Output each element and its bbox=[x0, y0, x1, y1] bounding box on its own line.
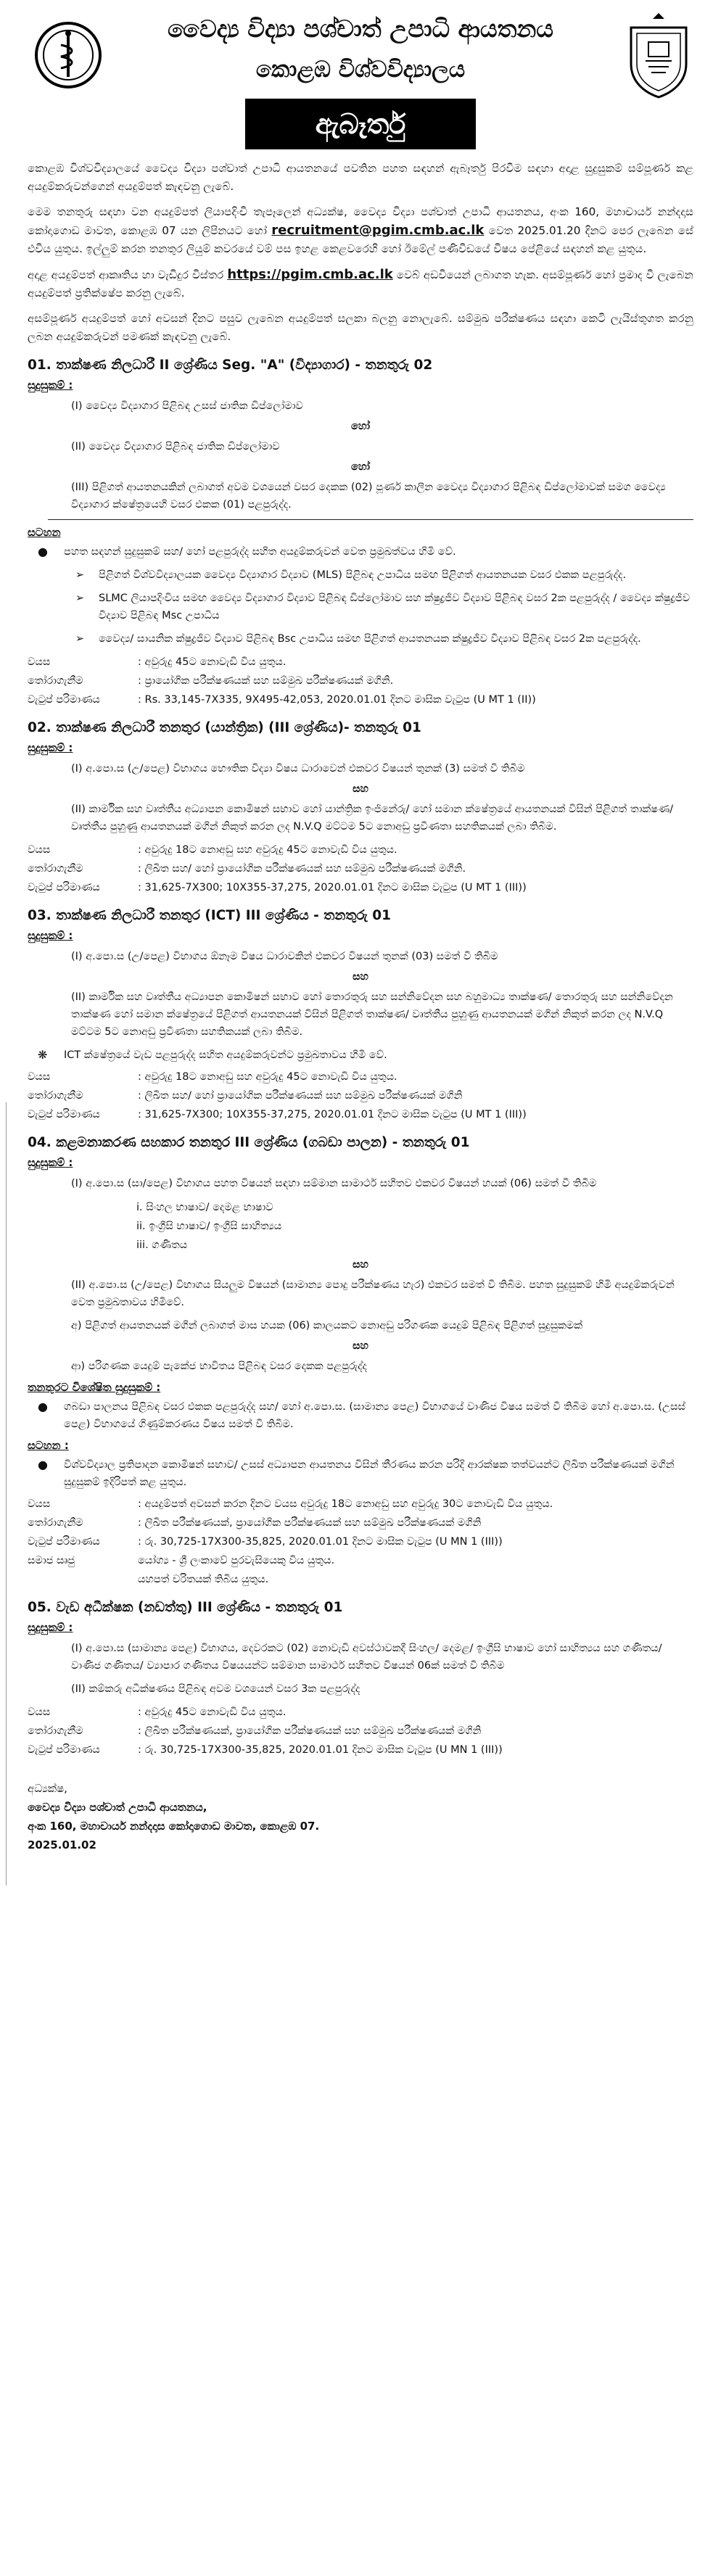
website-link[interactable]: https://pgim.cmb.ac.lk bbox=[227, 267, 393, 282]
qualifications-label: සුදුසුකම් : bbox=[28, 1156, 73, 1169]
subject-item: iii. ගණිතය bbox=[136, 1239, 188, 1251]
qualifications-label: සුදුසුකම් : bbox=[28, 929, 73, 942]
qualification-item: (II) වෛද්‍ය විද්‍යාගාර පිළිබඳ ජාතික ඩිප්ලෝමාව bbox=[71, 441, 280, 453]
note-bullet: ● පහත සඳහන් සුදුසුකම් සහ/ හෝ පළපුරුද්ද සහිත අයදුම්කරුවන් වෙත ප්‍රමුඛත්වය හිමි වේ. bbox=[28, 543, 693, 561]
vacancy-section bbox=[28, 908, 693, 1123]
info-row: තෝරාගැනීම : ලිඛිත පරීක්ෂණයක්, ප්‍රායෝගික පරීක්ෂණයක් සහ සම්මුඛ පරීක්ෂණයක් මගිනි bbox=[28, 1517, 482, 1529]
vacancy-title: 01. තාක්ෂණ නිලධාරී II ශ්‍රේණිය Seg. "A" (විද්‍යාගාර) - තනතුරු 02 bbox=[28, 358, 433, 373]
university-crest bbox=[624, 13, 693, 100]
intro-paragraph: අදාළ අයදුම්පත් ආකෘතිය හා වැඩිදුර විස්තර https://pgim.cmb.ac.lk වෙබ් අඩවියෙන් ලබාගත හැක. අසම්පූර්ණ හෝ ප්‍රමාද වී ලැබෙන අයදුම්පත් ප්‍රතික්ෂේප කරනු ලැබේ. bbox=[28, 267, 694, 300]
info-row: තෝරාගැනීම : ප්‍රායෝගික පරීක්ෂණයක් සහ සම්මුඛ පරීක්ෂණයක් මගිනි. bbox=[28, 675, 394, 687]
qualifications-label: සුදුසුකම් : bbox=[28, 379, 73, 392]
qualification-item: (II) අ.පො.ස (උ/පෙළ) විභාගය සියලුම විෂයන් (සාමාන්‍ය පොදු පරීක්ෂණය හැර) එකවර සමත් වී තිබීම. පහත සුදුසුකම් හිමි අයදුම්කරුවන් වෙත ප්‍රමුඛතාවය හිමිවේ. bbox=[71, 1279, 675, 1308]
bullet-icon: ● bbox=[38, 545, 48, 558]
special-qualification: ● ගබඩා පාලනය පිළිබඳ වසර එකක පළපුරුද්ද සහ/ හෝ අ.පො.ස. (සාමාන්‍ය පෙළ) විභාගයේ වාණිජ විෂය සමත් වී තිබීම හෝ අ.පො.ස. (උසස් පෙළ) විභාගයේ ගිණුම්කරණය විෂය සමත් වී තිබීම. bbox=[28, 1398, 693, 1433]
star-icon: ❋ bbox=[38, 1048, 48, 1062]
vacancy-section bbox=[28, 1135, 693, 1588]
qualification-item: (I) අ.පො.ස (උ/පෙළ) විභාගය ඕනෑම විෂය ධාරාවකින් එකවර විෂයන් තුනක් (03) සමත් වී තිබීම bbox=[71, 951, 498, 962]
arrow-icon: ➢ bbox=[75, 569, 85, 581]
qualification-item: (II) කාර්මික සහ වෘත්තීය අධ්‍යාපන කොමිෂන් සභාව හෝ තොරතුරු සහ සන්නිවේදන සහ බහුමාධ්‍ය තාක්ෂණ/ තොරතුරු සහ සන්නිවේදන තාක්ෂණ හෝ සමාන ක්ෂේත්‍රයේ පිළිගත් ආයතනයක් විසින් පිළිගත් තාක්ෂණ/ වෘත්තීය පුහුණු ආයතනයක් මගින් නිකුත් කරන ලද N.V.Q මට්ටම 5ට නොඅඩු ප්‍රවීණතා සහතිකයක් ලබා තිබීම. bbox=[71, 991, 673, 1038]
vacancy-title: 05. වැඩ අධීක්ෂක (නඩත්තු) III ශ්‍රේණිය - තනතුරු 01 bbox=[28, 1600, 343, 1615]
info-row: වයස : අවුරුදු 45ට නොවැඩි විය යුතුය. bbox=[28, 656, 287, 668]
qualification-item: අ) පිළිගත් ආයතනයක් මගින් ලබාගත් මාස හයක (06) කාලයකට නොඅඩු පරිගණක යෙදුම් පිළිබඳ පිළිගත් සුදුසුකමක් bbox=[71, 1320, 583, 1332]
info-row: තෝරාගැනීම : ලිඛිත සහ/ හෝ ප්‍රායෝගික පරීක්ෂණයක් සහ සම්මුඛ පරීක්ෂණයක් මගිනි. bbox=[28, 863, 466, 875]
qualification-item: (I) වෛද්‍ය විද්‍යාගාර පිළිබඳ උසස් ජාතික ඩිප්ලෝමාව bbox=[71, 400, 303, 412]
university-title: කොළඹ විශ්වවිද්‍යාලය bbox=[255, 57, 466, 83]
vacancy-title: 03. තාක්ෂණ නිලධාරී තනතුර (ICT) III ශ්‍රේණිය - තනතුරු 01 bbox=[28, 908, 392, 923]
qualification-item: (II) කම්කරු අධීක්ෂණය පිළිබඳ අවම වශයෙන් වසර 3ක පළපුරුද්ද bbox=[71, 1683, 360, 1695]
issue-date: 2025.01.02 bbox=[28, 1838, 96, 1852]
and-separator: සහ bbox=[353, 1259, 368, 1271]
margin-line bbox=[6, 1102, 7, 1886]
arrow-icon: ➢ bbox=[75, 593, 85, 604]
intro-paragraph: මෙම තනතුරු සඳහා වන අයදුම්පත් ලියාපදිංචි තැපෑලෙන් අධ්‍යක්ෂ, වෛද්‍ය විද්‍යා පශ්චාත් උපාධි ආයතනය, අංක 160, මහාචාර්ය නන්දදාස කෝදාගොඩ මාවත, කොළඹ 07 යන ලිපිනයට හෝ recruitment@pgim.cmb.ac.lk වෙත 2025.01.20 දිනට පෙර ලැබෙන සේ එවිය යුතුය. ඉල්ලුම් කරන තනතුර ලියුම් කවරයේ වම් පස ඉහළ කෙළවරෙහි හෝ ඊමේල් පණිවිඩයේ විෂය පේළියේ සඳහන් කළ යුතුය. bbox=[28, 205, 693, 255]
info-row: වැටුප් පරිමාණය : 31,625-7X300; 10X355-37,275, 2020.01.01 දිනට මාසික වැටුප (U MT 1 (III)) bbox=[28, 882, 527, 893]
note-item: ➢ වෛද්‍ය/ සායනික ක්ෂුද්‍රජීව විද්‍යාව පිළිබඳ Bsc උපාධිය සමඟ පිළිගත් ආයතනයක ක්ෂුද්‍රජීව විද්‍යාව පිළිබඳ වසර 2ක පළපුරුද්ද. bbox=[28, 630, 693, 648]
vacancy-title: 02. තාක්ෂණ නිලධාරී තනතුර (යාන්ත්‍රික) (III ශ්‍රේණිය)- තනතුරු 01 bbox=[28, 720, 421, 735]
signatory-address: අංක 160, මහාචාර්ය නන්දදාස කෝදාගොඩ මාවත, කොළඹ 07. bbox=[28, 1820, 320, 1833]
info-row: වයස : අවුරුදු 18ට නොඅඩු සහ අවුරුදු 45ට නොවැඩි විය යුතුය. bbox=[28, 844, 397, 856]
or-separator: හෝ bbox=[350, 421, 371, 432]
qualifications-label: සුදුසුකම් : bbox=[28, 741, 73, 754]
qualification-item: (I) අ.පො.ස (සාමාන්‍ය පෙළ) විභාගය, දෙවරකට (02) නොවැඩි අවස්ථාවකදී සිංහල/ දෙමළ/ ඉංග්‍රීසි භාෂාව හෝ සාහිත්‍යය සහ ගණිතය/ වාණිජ ගණිතය/ ව්‍යාපාර ගණිතය විෂයයන්ට සම්මාන සාමාර්ථ සහිතව විෂයන් 06ක් සමත් වී තිබීම bbox=[71, 1643, 662, 1672]
qualification-item: ආ) පරිගණක යෙදුම් පැකේජ භාවිතය පිළිබඳ වසර දෙකක පළපුරුද්ද bbox=[71, 1361, 368, 1372]
signatory-institute: වෛද්‍ය විද්‍යා පශ්චාත් උපාධි ආයතනය, bbox=[28, 1801, 207, 1814]
signatory-title: අධ්‍යක්ෂ, bbox=[28, 1782, 67, 1795]
vacancies-banner: ඇබෑර්තු bbox=[245, 99, 476, 149]
subject-item: i. සිංහල භාෂාව/ දෙමළ භාෂාව bbox=[136, 1202, 273, 1213]
intro-paragraph: අසම්පූර්ණ අයදුම්පත් හෝ අවසන් දිනට පසුව ලැබෙන අයදුම්පත් සලකා බලනු නොලැබේ. සම්මුඛ පරීක්ෂණය සඳහා කෙටි ලැයිස්තුගත කරනු ලබන අයදුම්කරුවන් පමණක් කැඳවනු ලැබේ. bbox=[28, 312, 693, 343]
bullet-icon: ● bbox=[38, 1400, 48, 1413]
pgim-logo bbox=[33, 13, 103, 100]
note-item: ➢ SLMC ලියාපදිංචිය සමඟ වෛද්‍ය විද්‍යාගාර විද්‍යාව පිළිබඳ ඩිප්ලෝමාව සහ ක්ෂුද්‍රජීව විද්‍යාව පිළිබඳ වසර 2ක පළපුරුද්ද / වෛද්‍ය ක්ෂුද්‍රජීව විද්‍යාව පිළිබඳ Msc උපාධිය bbox=[28, 590, 693, 624]
info-row: වැටුප් පරිමාණය : රු. 30,725-17X300-35,825, 2020.01.01 දිනට මාසික වැටුප (U MN 1 (III)) bbox=[28, 1536, 503, 1548]
bullet-icon: ● bbox=[38, 1458, 48, 1471]
recruitment-email-link[interactable]: recruitment@pgim.cmb.ac.lk bbox=[271, 223, 485, 238]
note-bullet: ● විශ්වවිද්‍යාල ප්‍රතිපාදන කොමිෂන් සභාව/ උසස් අධ්‍යාපන ආයතනය විසින් තීරණය කරන පරිදි ආරක්ෂක තත්වයන්ට ලිඛිත පරීක්ෂණයක් මගින් සුදුසුකම් ඉදිරිපත් කළ යුතුය. bbox=[28, 1456, 693, 1491]
info-row: වැටුප් පරිමාණය : රු. 30,725-17X300-35,825, 2020.01.01 දිනට මාසික වැටුප (U MN 1 (III)) bbox=[28, 1744, 503, 1756]
intro-paragraph: කොළඹ විශ්වවිද්‍යාලයේ වෛද්‍ය විද්‍යා පශ්චාත් උපාධි ආයතනයේ පවතින පහත සඳහන් ඇබෑර්තු පිරවීම සඳහා අදාළ සුදුසුකම් සම්පූර්ණ කළ අයදුම්කරුවන්ගෙන් අයදුම්පත් කැඳවනු ලැබේ. bbox=[28, 162, 693, 193]
qualification-item: (III) පිළිගත් ආයතනයකින් ලබාගත් අවම වශයෙන් වසර දෙකක (02) පූර්ණ කාලීන වෛද්‍ය විද්‍යාගාර පිළිබඳ ඩිප්ලෝමාවක් සමග වෛද්‍ය විද්‍යාගාර ක්ෂේත්‍රයෙහි වසර එකක (01) පළපුරුද්ද. bbox=[71, 482, 666, 511]
or-separator: හෝ bbox=[350, 461, 371, 473]
qualifications-label: සුදුසුකම් : bbox=[28, 1621, 73, 1634]
note-label: සටහන bbox=[28, 526, 61, 539]
arrow-icon: ➢ bbox=[75, 633, 85, 645]
vacancy-section bbox=[28, 358, 693, 709]
vacancy-section bbox=[28, 1600, 693, 1759]
info-row: සමාජ සෘජු යෝග්‍ය - ශ්‍රී ලංකාවේ පුරවැසියෙකු විය යුතුය. bbox=[28, 1555, 335, 1566]
special-qualifications-label: තනතුරට විශේෂිත සුදුසුකම් : bbox=[28, 1381, 161, 1394]
note-label: සටහන : bbox=[28, 1439, 69, 1452]
info-row: වැටුප් පරිමාණය : Rs. 33,145-7X335, 9X495-42,053, 2020.01.01 දිනට මාසික වැටුප (U MT 1 (II)) bbox=[28, 694, 536, 706]
and-separator: සහ bbox=[353, 1340, 368, 1352]
info-row: තෝරාගැනීම : ලිඛිත පරීක්ෂණයක්, ප්‍රායෝගික පරීක්ෂණයක් සහ සම්මුඛ පරීක්ෂණයක් මගිනි bbox=[28, 1725, 482, 1737]
intro bbox=[28, 160, 693, 346]
signature-block bbox=[28, 1779, 693, 1854]
divider bbox=[48, 519, 693, 520]
info-row: තෝරාගැනීම : ලිඛිත සහ/ හෝ ප්‍රායෝගික පරීක්ෂණයක් සහ සම්මුඛ පරීක්ෂණයක් මගිනි bbox=[28, 1090, 463, 1102]
info-row: වයස : අයදුම්පත් අවසන් කරන දිනට වයස අවුරුදු 18ට නොඅඩු සහ අවුරුදු 30ට නොවැඩි විය යුතුය. bbox=[28, 1498, 553, 1510]
advertisement-page bbox=[28, 0, 693, 2576]
qualification-item: (I) අ.පො.ස (සා/පෙළ) විභාගය පහත විෂයන් සඳහා සම්මාන සාමාර්ථ සහිතව එකවර විෂයන් හයක් (06) සමත් වී තිබීම bbox=[71, 1178, 597, 1189]
vacancy-title: 04. කළමනාකරණ සහකාර තනතුර III ශ්‍රේණිය (ගබඩා පාලන) - තනතුරු 01 bbox=[28, 1135, 470, 1150]
info-row: වයස : අවුරුදු 45ට නොවැඩි විය යුතුය. bbox=[28, 1706, 287, 1718]
info-row: යහපත් චරිතයක් තිබිය යුතුය. bbox=[138, 1574, 269, 1585]
info-row: වයස : අවුරුදු 18ට නොඅඩු සහ අවුරුදු 45ට නොවැඩි විය යුතුය. bbox=[28, 1071, 397, 1083]
info-row: වැටුප් පරිමාණය : 31,625-7X300; 10X355-37,275, 2020.01.01 දිනට මාසික වැටුප (U MT 1 (III)) bbox=[28, 1109, 527, 1120]
and-separator: සහ bbox=[353, 783, 368, 795]
star-note: ❋ ICT ක්ෂේත්‍රයේ වැඩ පළපුරුද්ද සහිත අයදුම්කරුවන්ට ප්‍රමුඛතාවය හිමි වේ. bbox=[28, 1046, 693, 1064]
note-item: ➢ පිළිගත් විශ්වවිද්‍යාලයක වෛද්‍ය විද්‍යාගාර විද්‍යාව (MLS) පිළිබඳ උපාධිය සමඟ පිළිගත් ආයතනයක වසර එකක පළපුරුද්ද. bbox=[28, 566, 693, 584]
and-separator: සහ bbox=[353, 971, 368, 983]
qualification-item: (I) අ.පො.ස (උ/පෙළ) විභාගය භෞතික විද්‍යා විෂය ධාරාවෙන් එකවර විෂයන් තුනක් (3) සමත් වී තිබීම bbox=[71, 763, 525, 775]
vacancy-section bbox=[28, 720, 693, 896]
qualification-item: (II) කාර්මික සහ වෘත්තීය අධ්‍යාපන කොමිෂන් සභාව හෝ යාන්ත්‍රික ඉංජිනේරු/ හෝ සමාන ක්ෂේත්‍රයේ ආයතනයක් විසින් පිළිගත් තාක්ෂණ/ වෘත්තීය පුහුණු ආයතනයක් මගින් නිකුත් කරන ලද N.V.Q මට්ටම 5ට නොඅඩු ප්‍රවීණතා සහතිකයක් ලබා තිබීම. bbox=[71, 804, 674, 833]
subject-item: ii. ඉංග්‍රීසි භාෂාව/ ඉංග්‍රීසි සාහිත්‍යය bbox=[136, 1221, 282, 1232]
header bbox=[28, 0, 693, 152]
institute-title: වෛද්‍ය විද්‍යා පශ්චාත් උපාධි ආයතනය bbox=[168, 15, 553, 43]
